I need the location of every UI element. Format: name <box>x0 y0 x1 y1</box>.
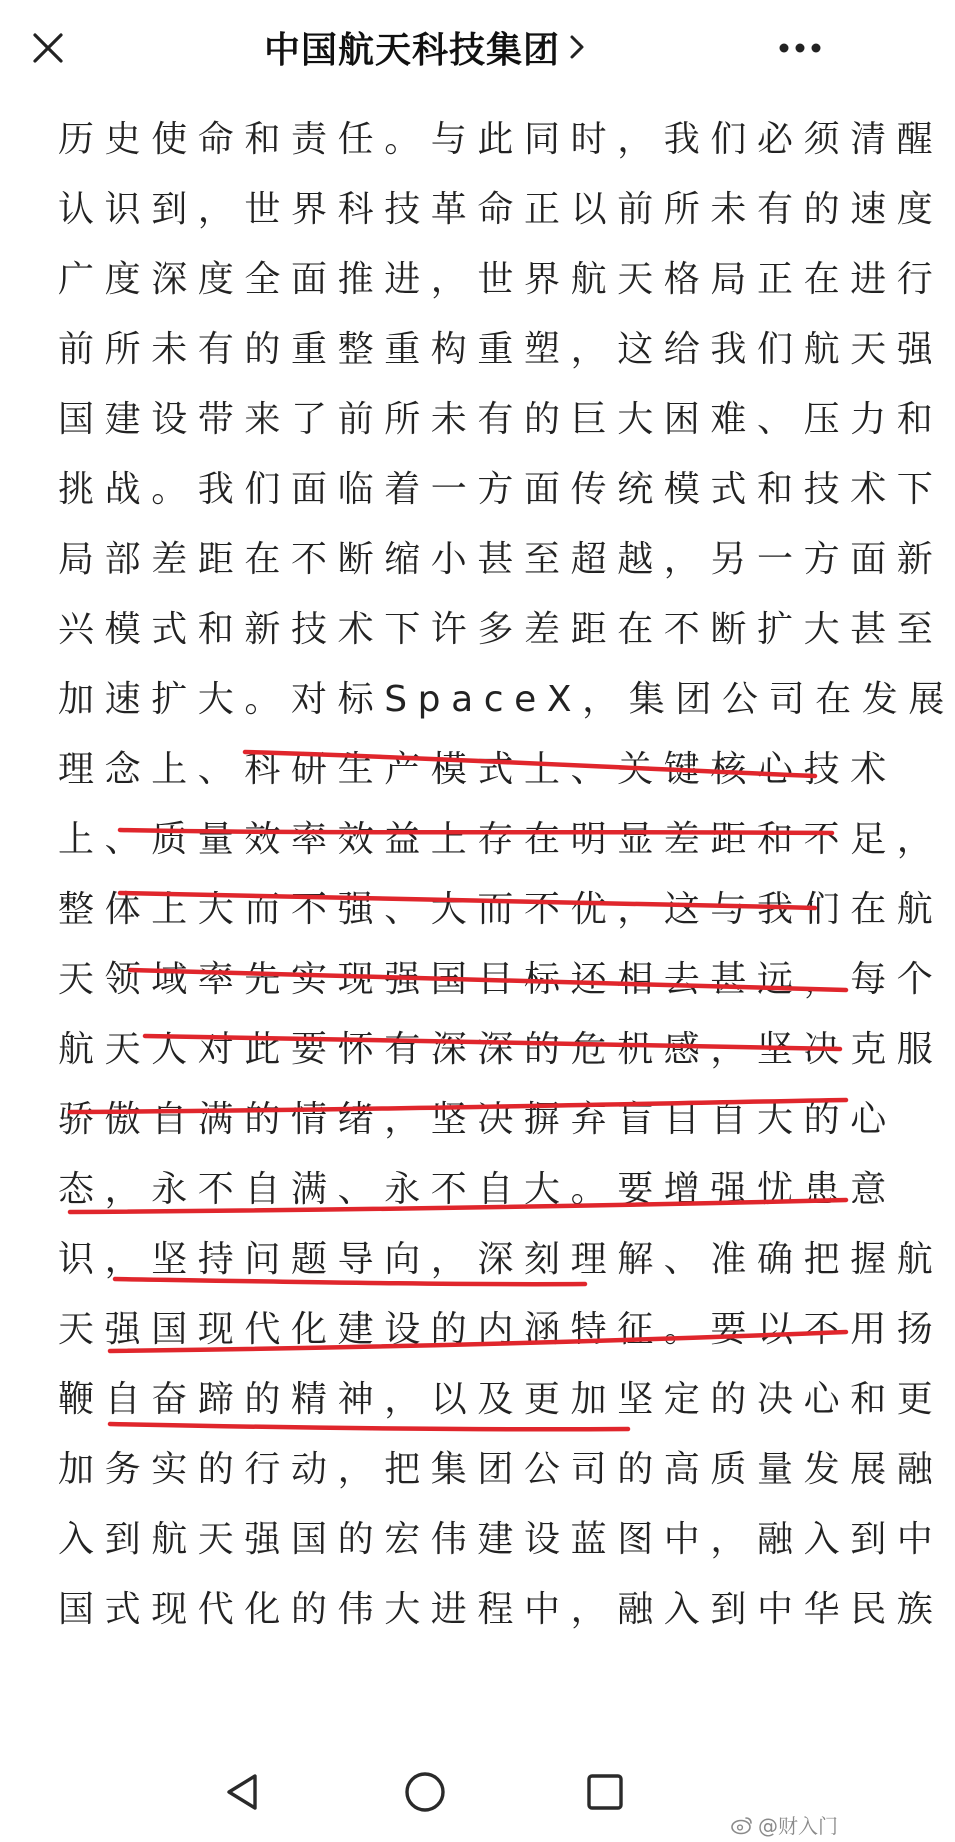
home-button[interactable] <box>395 1762 455 1822</box>
close-button[interactable] <box>18 18 78 78</box>
weibo-icon <box>730 1815 754 1835</box>
account-title-link[interactable] <box>230 22 620 72</box>
article-line: 入到航天强国的宏伟建设蓝图中，融入到中 <box>58 1519 944 1560</box>
back-button[interactable] <box>212 1762 272 1822</box>
article-line: 加务实的行动，把集团公司的高质量发展融 <box>58 1449 944 1490</box>
system-nav-bar <box>0 1740 850 1842</box>
article-line: 加速扩大。对标SpaceX，集团公司在发展 <box>58 679 955 720</box>
article-line: 挑战。我们面临着一方面传统模式和技术下 <box>58 469 944 510</box>
article-line: 国建设带来了前所未有的巨大困难、压力和 <box>58 399 944 440</box>
article-line: 前所未有的重整重构重塑，这给我们航天强 <box>58 329 944 370</box>
recents-button[interactable] <box>575 1762 635 1822</box>
more-button[interactable] <box>772 24 828 72</box>
article-line: 整体上大而不强、大而不优，这与我们在航 <box>58 889 944 930</box>
article-line: 天领域率先实现强国目标还相去甚远，每个 <box>58 959 944 1000</box>
back-triangle-icon <box>222 1771 262 1813</box>
article-line: 历史使命和责任。与此同时，我们必须清醒 <box>58 119 944 160</box>
watermark-text: @财入门 <box>758 1814 838 1838</box>
article-line: 局部差距在不断缩小甚至超越，另一方面新 <box>58 539 944 580</box>
article-line: 态，永不自满、永不自大。要增强忧患意 <box>58 1169 897 1210</box>
article-body <box>0 96 955 1736</box>
article-line: 理念上、科研生产模式上、关键核心技术 <box>58 749 897 790</box>
more-icon <box>778 42 822 54</box>
article-line: 上、质量效率效益上存在明显差距和不足， <box>58 819 944 860</box>
article-line: 认识到，世界科技革命正以前所未有的速度 <box>58 189 944 230</box>
chevron-right-icon <box>568 33 586 61</box>
article-line: 识，坚持问题导向，深刻理解、准确把握航 <box>58 1239 944 1280</box>
close-icon <box>31 31 65 65</box>
article-line: 兴模式和新技术下许多差距在不断扩大甚至 <box>58 609 944 650</box>
article-line: 航天人对此要怀有深深的危机感，坚决克服 <box>58 1029 944 1070</box>
article-line: 国式现代化的伟大进程中，融入到中华民族 <box>58 1589 944 1630</box>
home-circle-icon <box>403 1770 447 1814</box>
article-line: 天强国现代化建设的内涵特征。要以不用扬 <box>58 1309 944 1350</box>
page-title: 中国航天科技集团 <box>263 29 560 71</box>
recents-square-icon <box>585 1772 625 1812</box>
watermark <box>730 1810 838 1839</box>
article-line: 广度深度全面推进，世界航天格局正在进行 <box>58 259 944 300</box>
article-line: 骄傲自满的情绪，坚决摒弃盲目自大的心 <box>58 1099 897 1140</box>
top-bar <box>0 0 850 96</box>
article-line: 鞭自奋蹄的精神，以及更加坚定的决心和更 <box>58 1379 944 1420</box>
